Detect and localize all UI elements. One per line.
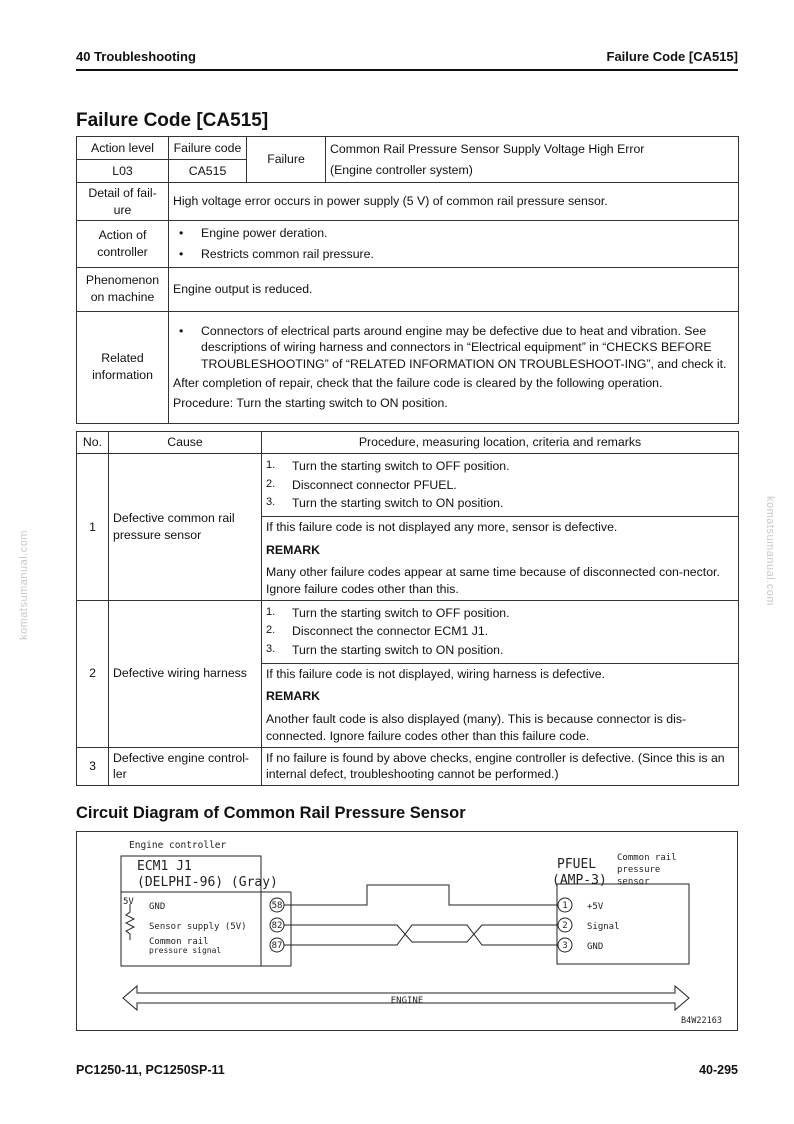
sensor-desc: Common rail (617, 853, 677, 863)
row-steps (262, 454, 739, 517)
ecm-pin-label-2: pressure signal (149, 946, 222, 955)
sensor-pin-label: GND (587, 942, 604, 952)
phenomenon-label: Phenomenon on machine (77, 267, 169, 311)
sensor-desc: pressure (617, 865, 661, 875)
ecm-type: (DELPHI-96) (Gray) (137, 875, 278, 890)
resistor-icon (126, 904, 134, 940)
circuit-diagram (76, 831, 738, 1031)
row-no: 1 (77, 454, 109, 601)
failure-code-label: Failure code (169, 137, 247, 160)
sensor-pin-number: 3 (562, 941, 568, 951)
bullet-icon: • (179, 246, 184, 261)
failure-label: Failure (247, 137, 326, 183)
action-items (169, 221, 739, 267)
ecm-pin-label: Common rail (149, 937, 209, 947)
table-row (77, 454, 739, 517)
row-result: If no failure is found by above checks, engine controller is defective. (Since this is an internal defect, troubleshooting cannot be performed.) (262, 747, 739, 785)
wire-gnd (284, 885, 557, 905)
row-cause: Defective common rail pressure sensor (109, 454, 262, 601)
bullet-icon: • (179, 323, 184, 338)
sensor-pin-number: 2 (562, 921, 568, 931)
table-row (77, 600, 739, 663)
sensor-pin-number: 1 (562, 901, 568, 911)
watermark-left: komatsumanual.com (18, 530, 30, 640)
result-text: If this failure code is not displayed any more, sensor is defective. (266, 520, 618, 535)
ecm-name: ECM1 J1 (137, 859, 192, 874)
action-item: Engine power deration. (201, 226, 328, 241)
row-result (262, 516, 739, 600)
sensor-pin-label: Signal (587, 922, 620, 932)
watermark-right: komatsumanual.com (764, 496, 776, 606)
sensor-type: (AMP-3) (552, 873, 607, 888)
detail-label: Detail of fail-ure (77, 183, 169, 221)
step-number: 2. (266, 477, 276, 490)
related-line2: After completion of repair, check that the failure code is cleared by the following operation. (173, 376, 663, 391)
action-item: Restricts common rail pressure. (201, 246, 374, 261)
related-bullet: Connectors of electrical parts around engine may be defective due to heat and vibration. See descriptions of wiring harness and connectors in “Electrical equipment” in “CHECKS BEFORE TROUBLESHOOTING” of “RELATED INFORMATION ON TROUBLESHOOT-ING”, and check it. (201, 323, 727, 371)
ecm-pin-number: 82 (271, 921, 283, 931)
action-level-label: Action level (77, 137, 169, 160)
ecm-pin-number: 58 (271, 901, 283, 911)
failure-line2: (Engine controller system) (330, 162, 473, 177)
row-cause: Defective wiring harness (109, 600, 262, 747)
step-text: Turn the starting switch to OFF position. (292, 605, 510, 620)
row-no: 2 (77, 600, 109, 747)
sensor-name: PFUEL (557, 857, 597, 872)
step-number: 1. (266, 605, 276, 618)
step-number: 2. (266, 624, 276, 637)
related-info (169, 311, 739, 423)
ecm-pin-label: Sensor supply (5V) (149, 922, 247, 932)
col-cause-header: Cause (109, 432, 262, 454)
page-title: Failure Code [CA515] (76, 110, 269, 131)
phenomenon-value: Engine output is reduced. (169, 267, 739, 311)
causes-table (76, 431, 739, 786)
footer-page-number: 40-295 (699, 1063, 738, 1077)
row-steps (262, 600, 739, 663)
remark-text: Another fault code is also displayed (many). This is because connector is dis-connected. Ignore failure codes other than this failure code. (266, 712, 687, 743)
remark-label: REMARK (266, 689, 320, 704)
remark-label: REMARK (266, 542, 320, 557)
drawing-code: B4W22163 (681, 1016, 722, 1026)
failure-code-value: CA515 (169, 160, 247, 183)
step-text: Turn the starting switch to OFF position. (292, 459, 510, 473)
diagram-title: Circuit Diagram of Common Rail Pressure Sensor (76, 804, 466, 822)
step-number: 1. (266, 459, 276, 471)
failure-info-table (76, 136, 739, 424)
related-line3: Procedure: Turn the starting switch to ON position. (173, 395, 448, 410)
col-no-header: No. (77, 432, 109, 454)
step-number: 3. (266, 642, 276, 655)
related-label: Related information (77, 311, 169, 423)
sensor-pin-label: +5V (587, 902, 604, 912)
step-number: 3. (266, 496, 276, 509)
ecm-pin-label: GND (149, 902, 166, 912)
failure-line1: Common Rail Pressure Sensor Supply Voltage High Error (330, 142, 645, 156)
footer-model: PC1250-11, PC1250SP-11 (76, 1063, 225, 1077)
wire-supply (284, 925, 557, 942)
header-section: 40 Troubleshooting (76, 49, 196, 64)
remark-text: Many other failure codes appear at same time because of disconnected con-nector. Ignore failure codes other than this. (266, 565, 720, 596)
action-label: Action of controller (77, 221, 169, 267)
table-row (77, 747, 739, 785)
step-text: Turn the starting switch to ON position. (292, 642, 504, 657)
row-no: 3 (77, 747, 109, 785)
step-text: Disconnect the connector ECM1 J1. (292, 624, 489, 639)
circuit-svg (77, 832, 737, 1030)
failure-description (326, 137, 739, 183)
sensor-box (557, 884, 689, 964)
row-cause: Defective engine control-ler (109, 747, 262, 785)
engine-label: ENGINE (390, 996, 424, 1006)
voltage-label: 5V (123, 897, 134, 907)
detail-value: High voltage error occurs in power supply (5 V) of common rail pressure sensor. (169, 183, 739, 221)
action-level-value: L03 (77, 160, 169, 183)
header-code: Failure Code [CA515] (606, 49, 738, 64)
bullet-icon: • (179, 226, 184, 241)
engine-controller-label: Engine controller (129, 840, 227, 851)
col-proc-header: Procedure, measuring location, criteria and remarks (262, 432, 739, 454)
header-rule (76, 69, 738, 71)
step-text: Turn the starting switch to ON position. (292, 496, 504, 511)
sensor-desc: sensor (617, 877, 650, 887)
ecm-pin-number: 87 (271, 941, 283, 951)
result-text: If this failure code is not displayed, wiring harness is defective. (266, 666, 606, 681)
row-result (262, 663, 739, 747)
step-text: Disconnect connector PFUEL. (292, 477, 457, 492)
